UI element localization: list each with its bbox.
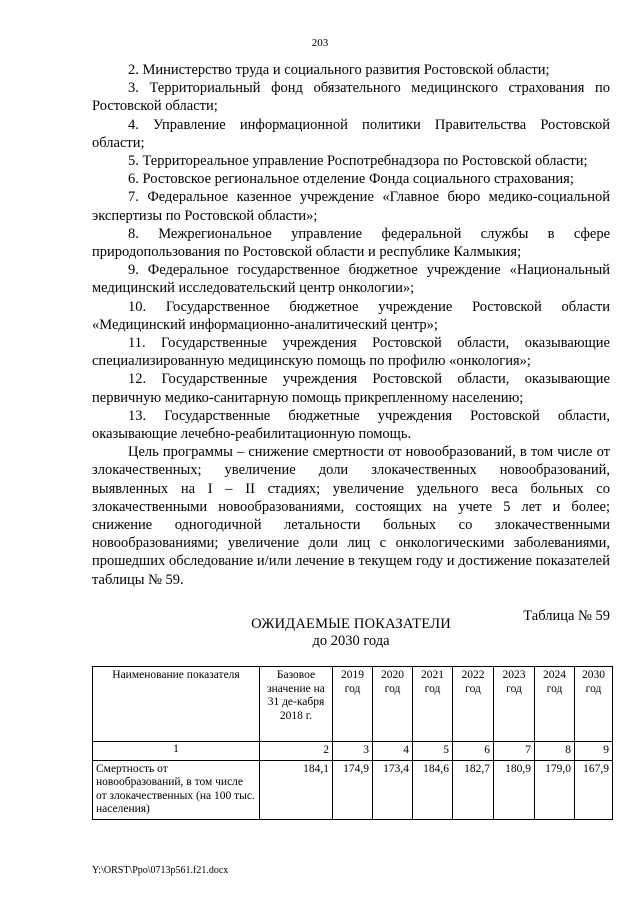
paragraph: 4. Управление информационной политики Правительства Ростовской области; <box>92 116 610 151</box>
table-header-cell: Наименование показателя <box>93 667 260 742</box>
table-header-cell: Базовое значение на 31 де-кабря 2018 г. <box>260 667 333 742</box>
table-header-cell: 2019 год <box>333 667 373 742</box>
paragraph: 5. Территореальное управление Роспотребнадзора по Ростовской области; <box>128 153 588 170</box>
table-cell: 173,4 <box>373 760 413 819</box>
table-header-cell: 2022 год <box>453 667 494 742</box>
paragraph: 3. Территориальный фонд обязательного медицинского страхования по Ростовской области; <box>92 80 610 115</box>
column-number-cell: 3 <box>333 742 373 761</box>
paragraph: 7. Федеральное казенное учреждение «Главное бюро медико-социальной экспертизы по Ростовской области»; <box>92 189 610 224</box>
paragraph: 11. Государственные учреждения Ростовской области, оказывающие специализированную медицинскую помощь по профилю «онкология»; <box>92 335 610 370</box>
paragraph: 10. Государственное бюджетное учреждение Ростовской области «Медицинский информационно-аналитический центр»; <box>92 298 610 333</box>
table-caption: Таблица № 59 <box>523 608 610 624</box>
table-header-cell: 2030 год <box>575 667 613 742</box>
column-number-row <box>93 742 613 761</box>
program-goal-paragraph: Цель программы – снижение смертности от новообразований, в том числе от злокачественных; увеличение доли злокачественных новообразований, выявленных на I – II стадиях; увеличение удельного веса больных со злокачественными новообразованиями, состоящих на учете 5 лет и более; снижение одногодичной летальности больных со злокачественными новообразованиями; увеличение доли лиц с онкологическими заболеваниями, прошедших обследование и/или лечение в текущем году и достижение показателей таблицы № 59. <box>92 444 610 588</box>
table-cell: 174,9 <box>333 760 373 819</box>
column-number-cell: 6 <box>453 742 494 761</box>
table-cell: 182,7 <box>453 760 494 819</box>
table-cell: 179,0 <box>535 760 575 819</box>
table-header-cell: 2023 год <box>494 667 535 742</box>
table-title: ОЖИДАЕМЫЕ ПОКАЗАТЕЛИ <box>251 616 451 632</box>
page-number: 203 <box>311 37 329 49</box>
table-cell: 184,6 <box>413 760 453 819</box>
column-number-cell: 2 <box>260 742 333 761</box>
table-title-block <box>92 616 610 650</box>
column-number-cell: 9 <box>575 742 613 761</box>
paragraph: 8. Межрегиональное управление федеральной службы в сфере природопользования по Ростовской области и республике Калмыкия; <box>92 225 610 261</box>
indicators-table <box>92 666 613 820</box>
table-header-row <box>93 667 613 742</box>
paragraph: 6. Ростовское региональное отделение Фонда социального страхования; <box>128 171 574 188</box>
column-number-cell: 5 <box>413 742 453 761</box>
body-text <box>92 61 610 589</box>
table-cell: 180,9 <box>494 760 535 819</box>
paragraph: 13. Государственные бюджетные учреждения Ростовской области, оказывающие лечебно-реабилитационную помощь. <box>92 407 610 443</box>
table-header-cell: 2024 год <box>535 667 575 742</box>
table-header-cell: 2020 год <box>373 667 413 742</box>
paragraph: 12. Государственные учреждения Ростовской области, оказывающие первичную медико-санитарную помощь прикрепленному населению; <box>92 371 610 406</box>
column-number-cell: 7 <box>494 742 535 761</box>
file-path-footer: Y:\ORST\Ppo\0713p561.f21.docx <box>92 865 229 876</box>
table-cell-indicator: Смертность от новообразований, в том числе от злокачественных (на 100 тыс. населения) <box>93 760 260 819</box>
table-subtitle: до 2030 года <box>312 633 390 649</box>
paragraph: 9. Федеральное государственное бюджетное учреждение «Национальный медицинский исследовательский центр онкологии»; <box>92 262 610 297</box>
table-cell: 167,9 <box>575 760 613 819</box>
paragraph: 2. Министерство труда и социального развития Ростовской области; <box>128 62 550 78</box>
table-cell: 184,1 <box>260 760 333 819</box>
column-number-cell: 1 <box>93 742 260 761</box>
column-number-cell: 8 <box>535 742 575 761</box>
column-number-cell: 4 <box>373 742 413 761</box>
table-header-cell: 2021 год <box>413 667 453 742</box>
table-row <box>93 760 613 819</box>
